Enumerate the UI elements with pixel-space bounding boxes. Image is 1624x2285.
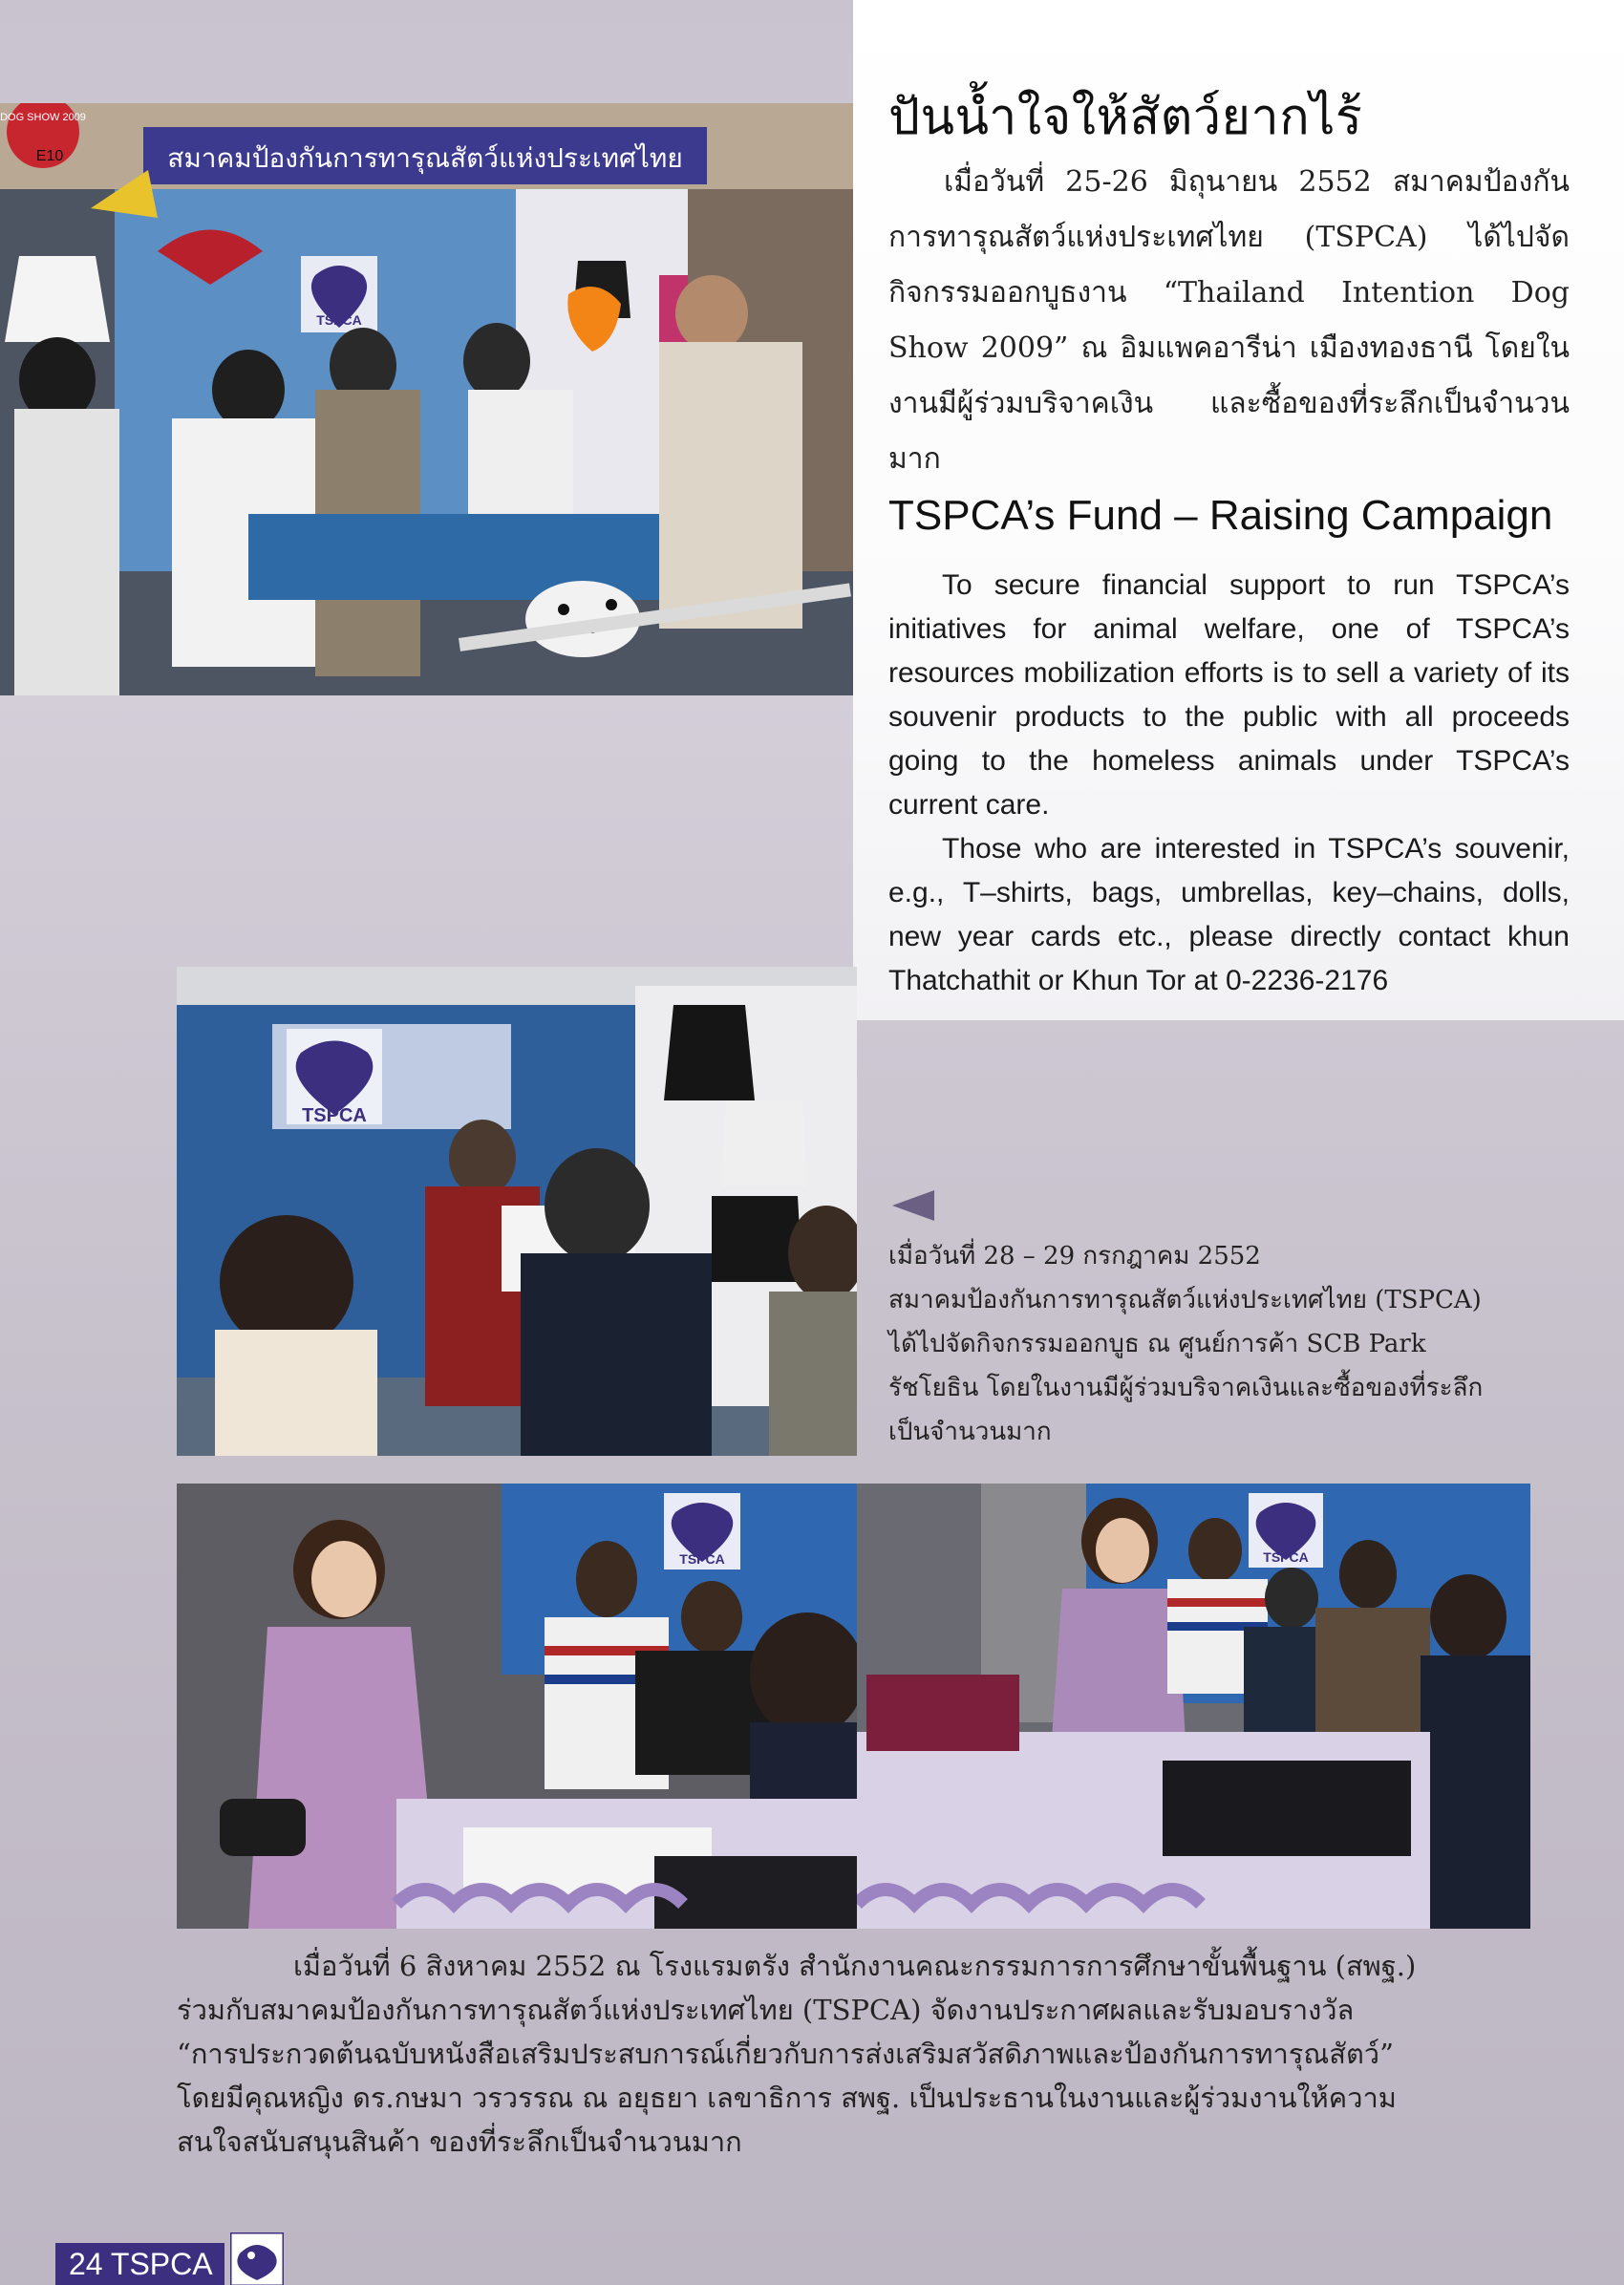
photo-award-event-right	[857, 1484, 1530, 1929]
photo-scb-park-booth	[177, 967, 857, 1456]
svg-text:DOG SHOW 2009: DOG SHOW 2009	[0, 112, 86, 123]
paragraph-thai-text: เมื่อวันที่ 25-26 มิถุนายน 2552 สมาคมป้องกันการทารุณสัตว์แห่งประเทศไทย (TSPCA) ได้ไปจัดกิจกรรมออกบูธงาน “Thailand Intention Dog Show 2009” ณ อิมแพคอารีน่า เมืองทองธานี โดยในงานมีผู้ร่วมบริจาคเงิน และซื้อของที่ระลึกเป็นจำนวนมาก	[888, 165, 1570, 476]
caption-pointer-arrow-icon	[892, 1190, 934, 1221]
page-footer	[55, 2243, 284, 2285]
footer-brand: TSPCA	[110, 2247, 213, 2281]
paragraph-english	[888, 564, 1570, 1003]
svg-text:TSPCA: TSPCA	[302, 1105, 367, 1126]
hanging-tshirt	[5, 256, 110, 342]
paragraph-english-1: To secure financial support to run TSPCA’s initiatives for animal welfare, one of TSPCA’s resources mobilization efforts is to sell a variety of its souvenir products to the public with all proceeds going to the homeless animals under TSPCA’s current care.	[888, 569, 1570, 821]
svg-text:TSPCA: TSPCA	[1263, 1549, 1309, 1565]
black-handbag	[220, 1799, 306, 1856]
paragraph-thai	[888, 155, 1570, 487]
caption-scb-park: เมื่อวันที่ 28 – 29 กรกฎาคม 2552 สมาคมป้องกันการทารุณสัตว์แห่งประเทศไทย (TSPCA) ได้ไปจัดกิจกรรมออกบูธ ณ ศูนย์การค้า SCB Park รัชโยธิน โดยในงานมีผู้ร่วมบริจาคเงินและซื้อของที่ระลึก เป็นจำนวนมาก	[888, 1242, 1484, 1446]
photo-dog-show-booth	[0, 103, 853, 695]
booth-banner-text: สมาคมป้องกันการทารุณสัตว์แห่งประเทศไทย	[167, 142, 683, 174]
heading-thai: ปันน้ำใจให้สัตว์ยากไร้	[888, 89, 1363, 146]
paragraph-english-2: Those who are interested in TSPCA’s souvenir, e.g., T–shirts, bags, umbrellas, key–chains, dolls, new year cards etc., please directly contact khun Thatchathit or Khun Tor at 0-2236-2176	[888, 833, 1570, 996]
photo-award-event-left	[177, 1484, 857, 1929]
svg-text:TSPCA: TSPCA	[316, 312, 362, 328]
svg-text:TSPCA: TSPCA	[679, 1551, 725, 1567]
svg-text:E10: E10	[35, 148, 64, 164]
heading-english: TSPCA’s Fund – Raising Campaign	[888, 492, 1553, 539]
caption-award-event: เมื่อวันที่ 6 สิงหาคม 2552 ณ โรงแรมตรัง สำนักงานคณะกรรมการการศึกษาขั้นพื้นฐาน (สพฐ.) ร่วมกับสมาคมป้องกันการทารุณสัตว์แห่งประเทศไทย (TSPCA) จัดงานประกาศผลและรับมอบรางวัล “การประกวดต้นฉบับหนังสือเสริมประสบการณ์เกี่ยวกับการส่งเสริมสวัสดิภาพและป้องกันการทารุณสัตว์” โดยมีคุณหญิง ดร.กษมา วรวรรณ ณ อยุธยา เลขาธิการ สพฐ. เป็นประธานในงานและผู้ร่วมงานให้ความ สนใจสนับสนุนสินค้า ของที่ระลึกเป็นจำนวนมาก	[177, 1950, 1417, 2158]
footer-bar	[55, 2243, 224, 2285]
page-number: 24	[69, 2247, 103, 2281]
tspca-heart-logo-icon	[230, 2232, 284, 2285]
